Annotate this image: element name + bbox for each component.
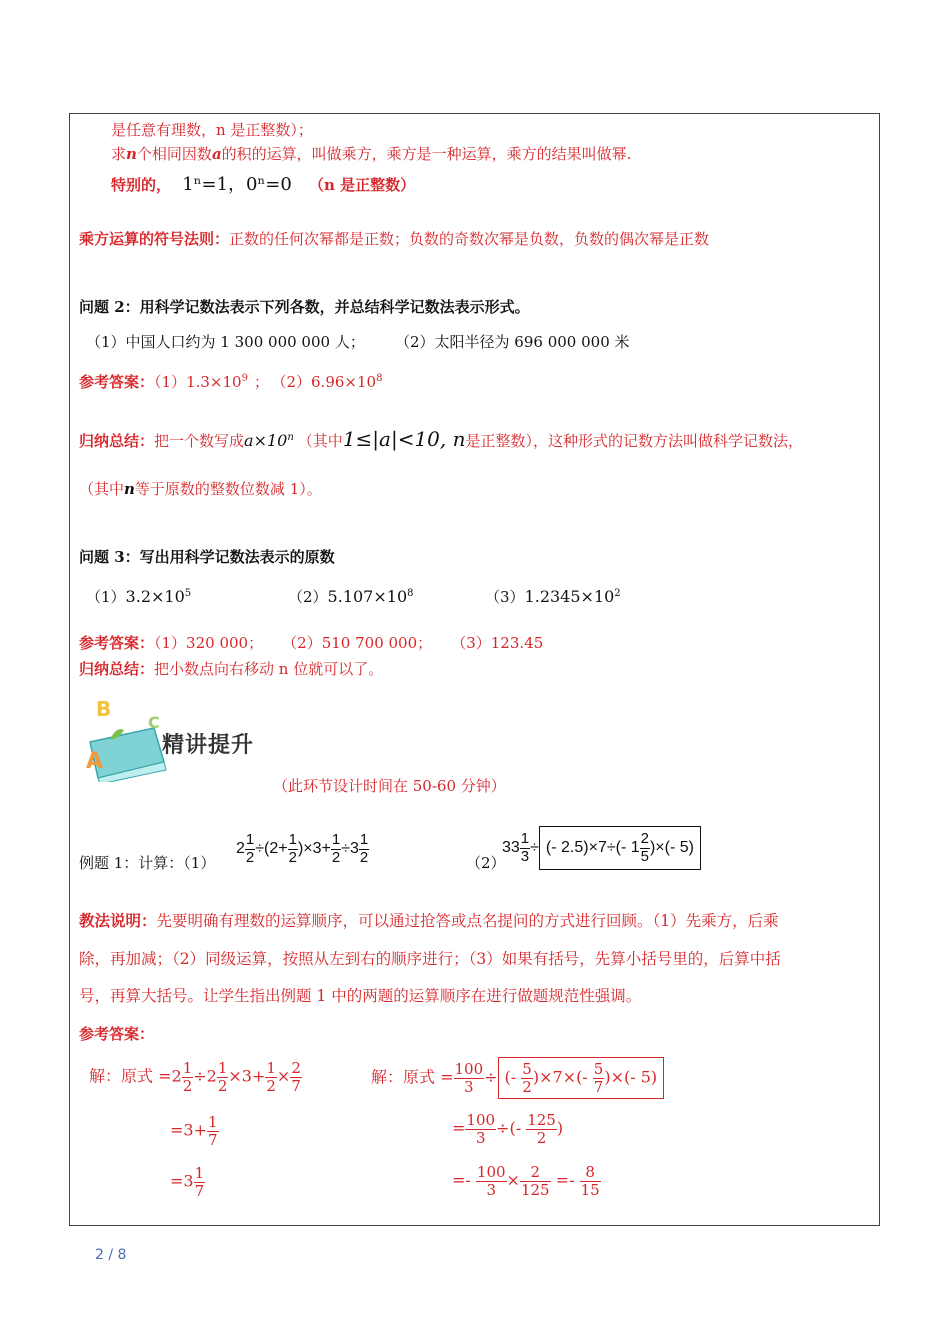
solution-left-intro: 解：原式 = [89,1066,172,1086]
solution-label: 参考答案： [79,1025,155,1043]
frac-5-7: $\frac{5}{7}$ [593,1060,604,1096]
frac-1-7: $\frac{1}{7}$ [208,1113,218,1149]
intro-line-1-text: 是任意有理数，n 是正整数）； [111,121,313,139]
q3-item-1-exp: 5 [184,588,192,599]
frac-1-2: $\frac{1}{2}$ [359,831,369,866]
method-label: 教法说明： [79,911,157,930]
frac-100-3: $\frac{100}{3}$ [466,1111,496,1147]
section-time-note: （此环节设计时间在 50-60 分钟） [273,777,506,795]
method-line-2: 除，再加减；（2）同级运算，按照从左到右的顺序进行；（3）如果有括号，先算小括号里的，后算中括 [79,950,781,968]
q2-answer-label: 参考答案： [79,373,155,391]
q2-answer-sep: ； [253,373,269,391]
q3-summary-label: 归纳总结： [79,660,155,678]
q3-item-2-value: 5.107×10 [327,587,408,606]
special-math: 1ⁿ=1，0ⁿ=0 [182,174,292,195]
solution-left-step-3: =3 $\frac{1}{7}$ [170,1164,205,1200]
frac-1-2: $\frac{1}{2}$ [245,831,255,866]
q2-summary-line-2 [79,479,322,499]
q2-summary-label: 归纳总结： [79,432,155,450]
frac-1-2: $\frac{1}{2}$ [182,1059,193,1095]
q3-answer-label: 参考答案： [79,634,155,652]
frac-5-2: $\frac{5}{2}$ [522,1060,532,1096]
q2-summary-cond: 1≤|a|<10, n [342,427,466,451]
example-1-expr-2: 33 $\frac{1}{3}$ ÷ (- 2.5)×7÷(- 1 $\frac{2}{5}$ )×(- 5) [502,826,701,870]
method-line-1-text: 先要明确有理数的运算顺序，可以通过抢答或点名提问的方式进行回顾。（1）先乘方，后乘 [156,912,779,930]
sign-rule-label: 乘方运算的符号法则： [79,230,230,248]
example-1-expr-1: 2 $\frac{1}{2}$ ÷(2+ $\frac{1}{2}$ )×3+ $\frac{1}{2}$ ÷3 $\frac{1}{2}$ [236,831,369,866]
method-line-1 [79,911,779,931]
intro-line-2-a: 求 [111,145,127,163]
q3-item-2-label: （2） [288,588,328,606]
square-bracket-group-answer: (- $\frac{5}{2}$ )×7×(- $\frac{5}{7}$ )×(- 5) [498,1057,665,1099]
q3-answer [79,633,543,653]
svg-text:C: C [148,713,160,732]
q2-summary-b: （其中 [297,432,343,450]
q2-answer-1-prefix: （1） [154,373,187,391]
q2-summary-exp: n [287,432,294,443]
sign-rule [79,229,709,249]
q3-item-3-value: 1.2345×10 [524,587,615,606]
example-1-label-2: （2） [466,854,506,872]
q2-summary [79,425,803,454]
solution-right-step-1: 解：原式 = $\frac{100}{3}$ ÷ (- $\frac{5}{2}$ )×7×(- $\frac{5}{7}$ )×(- 5) [371,1057,664,1099]
q3-item-1 [86,584,191,607]
sign-rule-text: 正数的任何次幂都是正数；负数的奇数次幂是负数，负数的偶次幂是正数 [229,230,710,248]
frac-1-2: $\frac{1}{2}$ [331,831,341,866]
frac-1-3: $\frac{1}{3}$ [520,830,530,865]
intro-line-2 [111,144,631,164]
square-bracket-group: (- 2.5)×7÷(- 1 $\frac{2}{5}$ )×(- 5) [539,826,701,870]
frac-1-2: $\frac{1}{2}$ [288,831,297,866]
solution-left-step-1: 解：原式 =2 $\frac{1}{2}$ ÷2 $\frac{1}{2}$ ×3+ $\frac{1}{2}$ × $\frac{2}{7}$ [89,1059,301,1095]
q3-item-2 [288,584,414,607]
q2-summary-a: 把一个数写成 [154,432,245,450]
var-n-2: n [124,480,135,498]
intro-line-2-b: 个相同因数 [136,145,212,163]
q2-title: 问题 2：用科学记数法表示下列各数，并总结科学记数法表示形式。 [79,298,530,316]
frac-1-2: $\frac{1}{2}$ [266,1059,276,1095]
var-a: a [211,145,222,163]
q2-item-2: （2）太阳半径为 696 000 000 米 [395,333,630,351]
solution-right-step-2: = $\frac{100}{3}$ ÷(- $\frac{125}{2}$ ) [452,1111,564,1147]
q3-item-1-label: （1） [86,588,126,606]
example-1-label: 例题 1：计算：（1） [79,854,216,872]
q2-answer-2-prefix: （2） [278,373,312,391]
special-note: （n 是正整数） [309,176,416,194]
frac-100-3: $\frac{100}{3}$ [476,1163,506,1199]
frac-2-7: $\frac{2}{7}$ [291,1059,301,1095]
special-label: 特别的， [111,176,172,194]
var-n: n [126,145,137,163]
q2-answer-2: 6.96×10 [311,373,377,391]
q2-summary-math: a×10 [244,431,288,450]
q2-summary-c: 是正整数），这种形式的记数方法叫做科学记数法， [465,432,804,450]
intro-line-1 [111,120,313,140]
q3-summary-text: 把小数点向右移动 n 位就可以了。 [154,660,384,678]
intro-line-2-c: 的积的运算，叫做乘方，乘方是一种运算，乘方的结果叫做幂. [221,145,632,163]
q3-item-2-exp: 8 [407,588,414,599]
frac-1-2: $\frac{1}{2}$ [217,1059,228,1095]
svg-text:B: B [96,697,112,721]
q2-summary-line-2-b: 等于原数的整数位数减 1）。 [134,480,322,498]
q2-answer-2-exp: 8 [376,373,383,384]
special-line [111,172,415,198]
q3-item-3 [485,584,621,607]
solution-right-intro: 解：原式 = [371,1067,454,1087]
section-title: 精讲提升 [162,733,255,758]
solution-left-step-2: =3+ $\frac{1}{7}$ [170,1113,218,1149]
q3-title: 问题 3：写出用科学记数法表示的原数 [79,548,335,566]
q2-answer-1: 1.3×10 [186,373,242,391]
frac-125-2: $\frac{125}{2}$ [527,1111,556,1147]
frac-1-7: $\frac{1}{7}$ [194,1164,205,1200]
page-number: 2 / 8 [95,1247,127,1263]
frac-8-15: $\frac{8}{15}$ [580,1163,600,1199]
q3-item-3-label: （3） [485,588,525,606]
q2-answer-1-exp: 9 [241,373,248,384]
solution-right-step-3: =- $\frac{100}{3}$ × $\frac{2}{125}$ =- $\frac{8}{15}$ [452,1163,600,1199]
q3-item-3-exp: 2 [614,588,621,599]
q3-answer-text: （1）320 000； （2）510 700 000； （3）123.45 [154,634,544,652]
q3-summary [79,659,383,679]
q2-answer [79,369,382,392]
q2-summary-line-2-a: （其中 [79,480,125,498]
frac-100-3: $\frac{100}{3}$ [454,1060,484,1096]
q3-item-1-value: 3.2×10 [125,587,185,606]
frac-2-5: $\frac{2}{5}$ [640,830,649,865]
method-line-3: 号，再算大括号。让学生指出例题 1 中的两题的运算顺序在进行做题规范性强调。 [79,987,642,1005]
frac-2-125: $\frac{2}{125}$ [520,1163,550,1199]
svg-text:A: A [86,749,104,774]
q2-item-1: （1）中国人口约为 1 300 000 000 人； [86,333,365,351]
